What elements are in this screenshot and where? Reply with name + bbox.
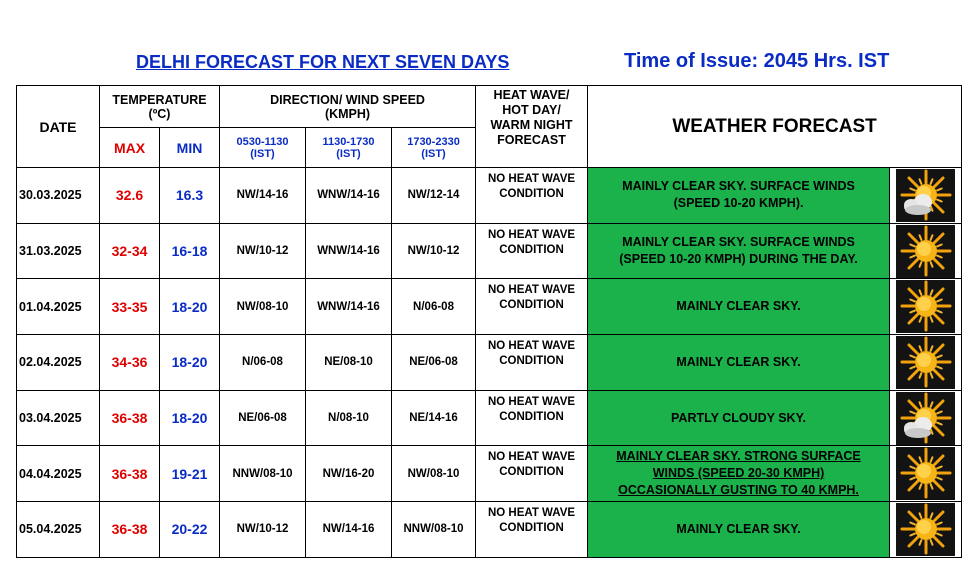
heatwave-cell bbox=[476, 223, 588, 279]
wind-slot1-cell: N/06-08 bbox=[220, 335, 306, 391]
heatwave-line1: NO HEAT WAVE bbox=[487, 340, 576, 353]
weather-icon-cell bbox=[890, 502, 962, 558]
header-heatwave-line3: WARM NIGHT bbox=[490, 118, 573, 132]
header-slot3 bbox=[392, 128, 476, 168]
heatwave-line1: NO HEAT WAVE bbox=[487, 395, 576, 408]
wind-slot2-cell: WNW/14-16 bbox=[306, 279, 392, 335]
weather-icon-cell bbox=[890, 390, 962, 446]
wind-slot2-cell: NW/16-20 bbox=[306, 446, 392, 502]
wind-slot3-cell: NE/06-08 bbox=[392, 335, 476, 391]
wind-slot1-cell: NE/06-08 bbox=[220, 390, 306, 446]
forecast-line2: (SPEED 10-20 KMPH). bbox=[673, 196, 804, 211]
wind-slot2-cell: NE/08-10 bbox=[306, 335, 392, 391]
min-temp-cell: 18-20 bbox=[160, 279, 220, 335]
wind-slot3-cell: NW/12-14 bbox=[392, 168, 476, 224]
weather-icon-cell bbox=[890, 446, 962, 502]
wind-slot3-cell: NW/08-10 bbox=[392, 446, 476, 502]
heatwave-line1: NO HEAT WAVE bbox=[487, 507, 576, 520]
date-cell: 02.04.2025 bbox=[17, 335, 100, 391]
heatwave-cell bbox=[476, 446, 588, 502]
sun-icon bbox=[896, 447, 955, 500]
header-slot3-time: 1730-2330 bbox=[407, 135, 460, 148]
forecast-line1: MAINLY CLEAR SKY. STRONG SURFACE bbox=[616, 449, 861, 464]
forecast-rows bbox=[17, 168, 962, 558]
header-max: MAX bbox=[100, 128, 160, 168]
table-row bbox=[17, 223, 962, 279]
heatwave-cell bbox=[476, 335, 588, 391]
table-row bbox=[17, 390, 962, 446]
forecast-line1: MAINLY CLEAR SKY. SURFACE WINDS bbox=[622, 235, 855, 250]
heatwave-line2: CONDITION bbox=[499, 355, 564, 368]
heatwave-line2: CONDITION bbox=[499, 522, 564, 535]
date-cell: 31.03.2025 bbox=[17, 223, 100, 279]
max-temp-cell: 32.6 bbox=[100, 168, 160, 224]
page-title: DELHI FORECAST FOR NEXT SEVEN DAYS bbox=[136, 52, 510, 72]
wind-slot1-cell: NW/08-10 bbox=[220, 279, 306, 335]
header-slot2 bbox=[306, 128, 392, 168]
forecast-line2: (SPEED 10-20 KMPH) DURING THE DAY. bbox=[619, 252, 858, 267]
header-heatwave-line1: HEAT WAVE/ bbox=[493, 88, 570, 102]
heatwave-line2: CONDITION bbox=[499, 466, 564, 479]
max-temp-cell: 36-38 bbox=[100, 390, 160, 446]
forecast-cell bbox=[588, 335, 890, 391]
forecast-table bbox=[16, 85, 962, 558]
header-wind-line2: (KMPH) bbox=[324, 106, 371, 121]
max-temp-cell: 34-36 bbox=[100, 335, 160, 391]
header-slot2-time: 1130-1730 bbox=[322, 135, 375, 148]
header-temperature-label: TEMPERATURE bbox=[112, 92, 207, 107]
heatwave-line2: CONDITION bbox=[499, 410, 564, 423]
header-weather-forecast: WEATHER FORECAST bbox=[588, 86, 962, 168]
weather-icon-cell bbox=[890, 279, 962, 335]
wind-slot2-cell: WNW/14-16 bbox=[306, 168, 392, 224]
heatwave-cell bbox=[476, 279, 588, 335]
wind-slot1-cell: NW/10-12 bbox=[220, 223, 306, 279]
header-wind-line1: DIRECTION/ WIND SPEED bbox=[270, 92, 425, 107]
min-temp-cell: 19-21 bbox=[160, 446, 220, 502]
forecast-line1: MAINLY CLEAR SKY. SURFACE WINDS bbox=[622, 179, 855, 194]
wind-slot2-cell: NW/14-16 bbox=[306, 502, 392, 558]
sun-icon bbox=[896, 280, 955, 333]
header-min: MIN bbox=[160, 128, 220, 168]
wind-slot3-cell: N/06-08 bbox=[392, 279, 476, 335]
heatwave-line1: NO HEAT WAVE bbox=[487, 451, 576, 464]
forecast-line1: PARTLY CLOUDY SKY. bbox=[671, 410, 807, 425]
table-row bbox=[17, 279, 962, 335]
table-row bbox=[17, 446, 962, 502]
weather-icon-cell bbox=[890, 335, 962, 391]
header-temperature-unit: (ºC) bbox=[148, 106, 171, 121]
heatwave-cell bbox=[476, 390, 588, 446]
header-slot1 bbox=[220, 128, 306, 168]
partly-cloudy-icon bbox=[896, 169, 955, 222]
forecast-cell bbox=[588, 168, 890, 224]
heatwave-line2: CONDITION bbox=[499, 299, 564, 312]
date-cell: 05.04.2025 bbox=[17, 502, 100, 558]
header-slot3-ist: (IST) bbox=[421, 147, 446, 160]
header-date: DATE bbox=[17, 86, 100, 168]
heatwave-line1: NO HEAT WAVE bbox=[487, 284, 576, 297]
max-temp-cell: 36-38 bbox=[100, 446, 160, 502]
heatwave-line2: CONDITION bbox=[499, 243, 564, 256]
header-heatwave bbox=[476, 86, 588, 168]
forecast-cell bbox=[588, 502, 890, 558]
forecast-line1: MAINLY CLEAR SKY. bbox=[676, 354, 801, 369]
date-cell: 01.04.2025 bbox=[17, 279, 100, 335]
forecast-line1: MAINLY CLEAR SKY. bbox=[676, 299, 801, 314]
max-temp-cell: 36-38 bbox=[100, 502, 160, 558]
min-temp-cell: 16.3 bbox=[160, 168, 220, 224]
min-temp-cell: 18-20 bbox=[160, 390, 220, 446]
heatwave-line1: NO HEAT WAVE bbox=[487, 228, 576, 241]
partly-cloudy-icon bbox=[896, 392, 955, 445]
header-temperature bbox=[100, 86, 220, 128]
min-temp-cell: 20-22 bbox=[160, 502, 220, 558]
table-row bbox=[17, 502, 962, 558]
wind-slot3-cell: NW/10-12 bbox=[392, 223, 476, 279]
forecast-cell bbox=[588, 446, 890, 502]
forecast-cell bbox=[588, 279, 890, 335]
date-cell: 30.03.2025 bbox=[17, 168, 100, 224]
max-temp-cell: 32-34 bbox=[100, 223, 160, 279]
wind-slot2-cell: N/08-10 bbox=[306, 390, 392, 446]
weather-icon-cell bbox=[890, 223, 962, 279]
header-slot2-ist: (IST) bbox=[336, 147, 361, 160]
header-heatwave-line2: HOT DAY/ bbox=[502, 103, 561, 117]
forecast-cell bbox=[588, 390, 890, 446]
wind-slot3-cell: NNW/08-10 bbox=[392, 502, 476, 558]
min-temp-cell: 18-20 bbox=[160, 335, 220, 391]
header-wind bbox=[220, 86, 476, 128]
sun-icon bbox=[896, 336, 955, 389]
min-temp-cell: 16-18 bbox=[160, 223, 220, 279]
header-slot1-ist: (IST) bbox=[250, 147, 275, 160]
forecast-line3: OCCASIONALLY GUSTING TO 40 KMPH. bbox=[618, 483, 859, 498]
heatwave-cell bbox=[476, 502, 588, 558]
forecast-line2: WINDS (SPEED 20-30 KMPH) bbox=[652, 466, 825, 481]
wind-slot1-cell: NW/10-12 bbox=[220, 502, 306, 558]
date-cell: 03.04.2025 bbox=[17, 390, 100, 446]
heatwave-cell bbox=[476, 168, 588, 224]
date-cell: 04.04.2025 bbox=[17, 446, 100, 502]
table-row bbox=[17, 168, 962, 224]
max-temp-cell: 33-35 bbox=[100, 279, 160, 335]
sun-icon bbox=[896, 225, 955, 278]
time-of-issue: Time of Issue: 2045 Hrs. IST bbox=[624, 50, 890, 72]
heatwave-line1: NO HEAT WAVE bbox=[487, 173, 576, 185]
wind-slot3-cell: NE/14-16 bbox=[392, 390, 476, 446]
header-heatwave-line4: FORECAST bbox=[497, 133, 566, 147]
weather-icon-cell bbox=[890, 168, 962, 224]
wind-slot2-cell: WNW/14-16 bbox=[306, 223, 392, 279]
header-slot1-time: 0530-1130 bbox=[236, 135, 289, 148]
forecast-cell bbox=[588, 223, 890, 279]
sun-icon bbox=[896, 503, 955, 556]
heatwave-line2: CONDITION bbox=[499, 188, 564, 200]
wind-slot1-cell: NW/14-16 bbox=[220, 168, 306, 224]
wind-slot1-cell: NNW/08-10 bbox=[220, 446, 306, 502]
table-row bbox=[17, 335, 962, 391]
forecast-line1: MAINLY CLEAR SKY. bbox=[676, 521, 801, 536]
